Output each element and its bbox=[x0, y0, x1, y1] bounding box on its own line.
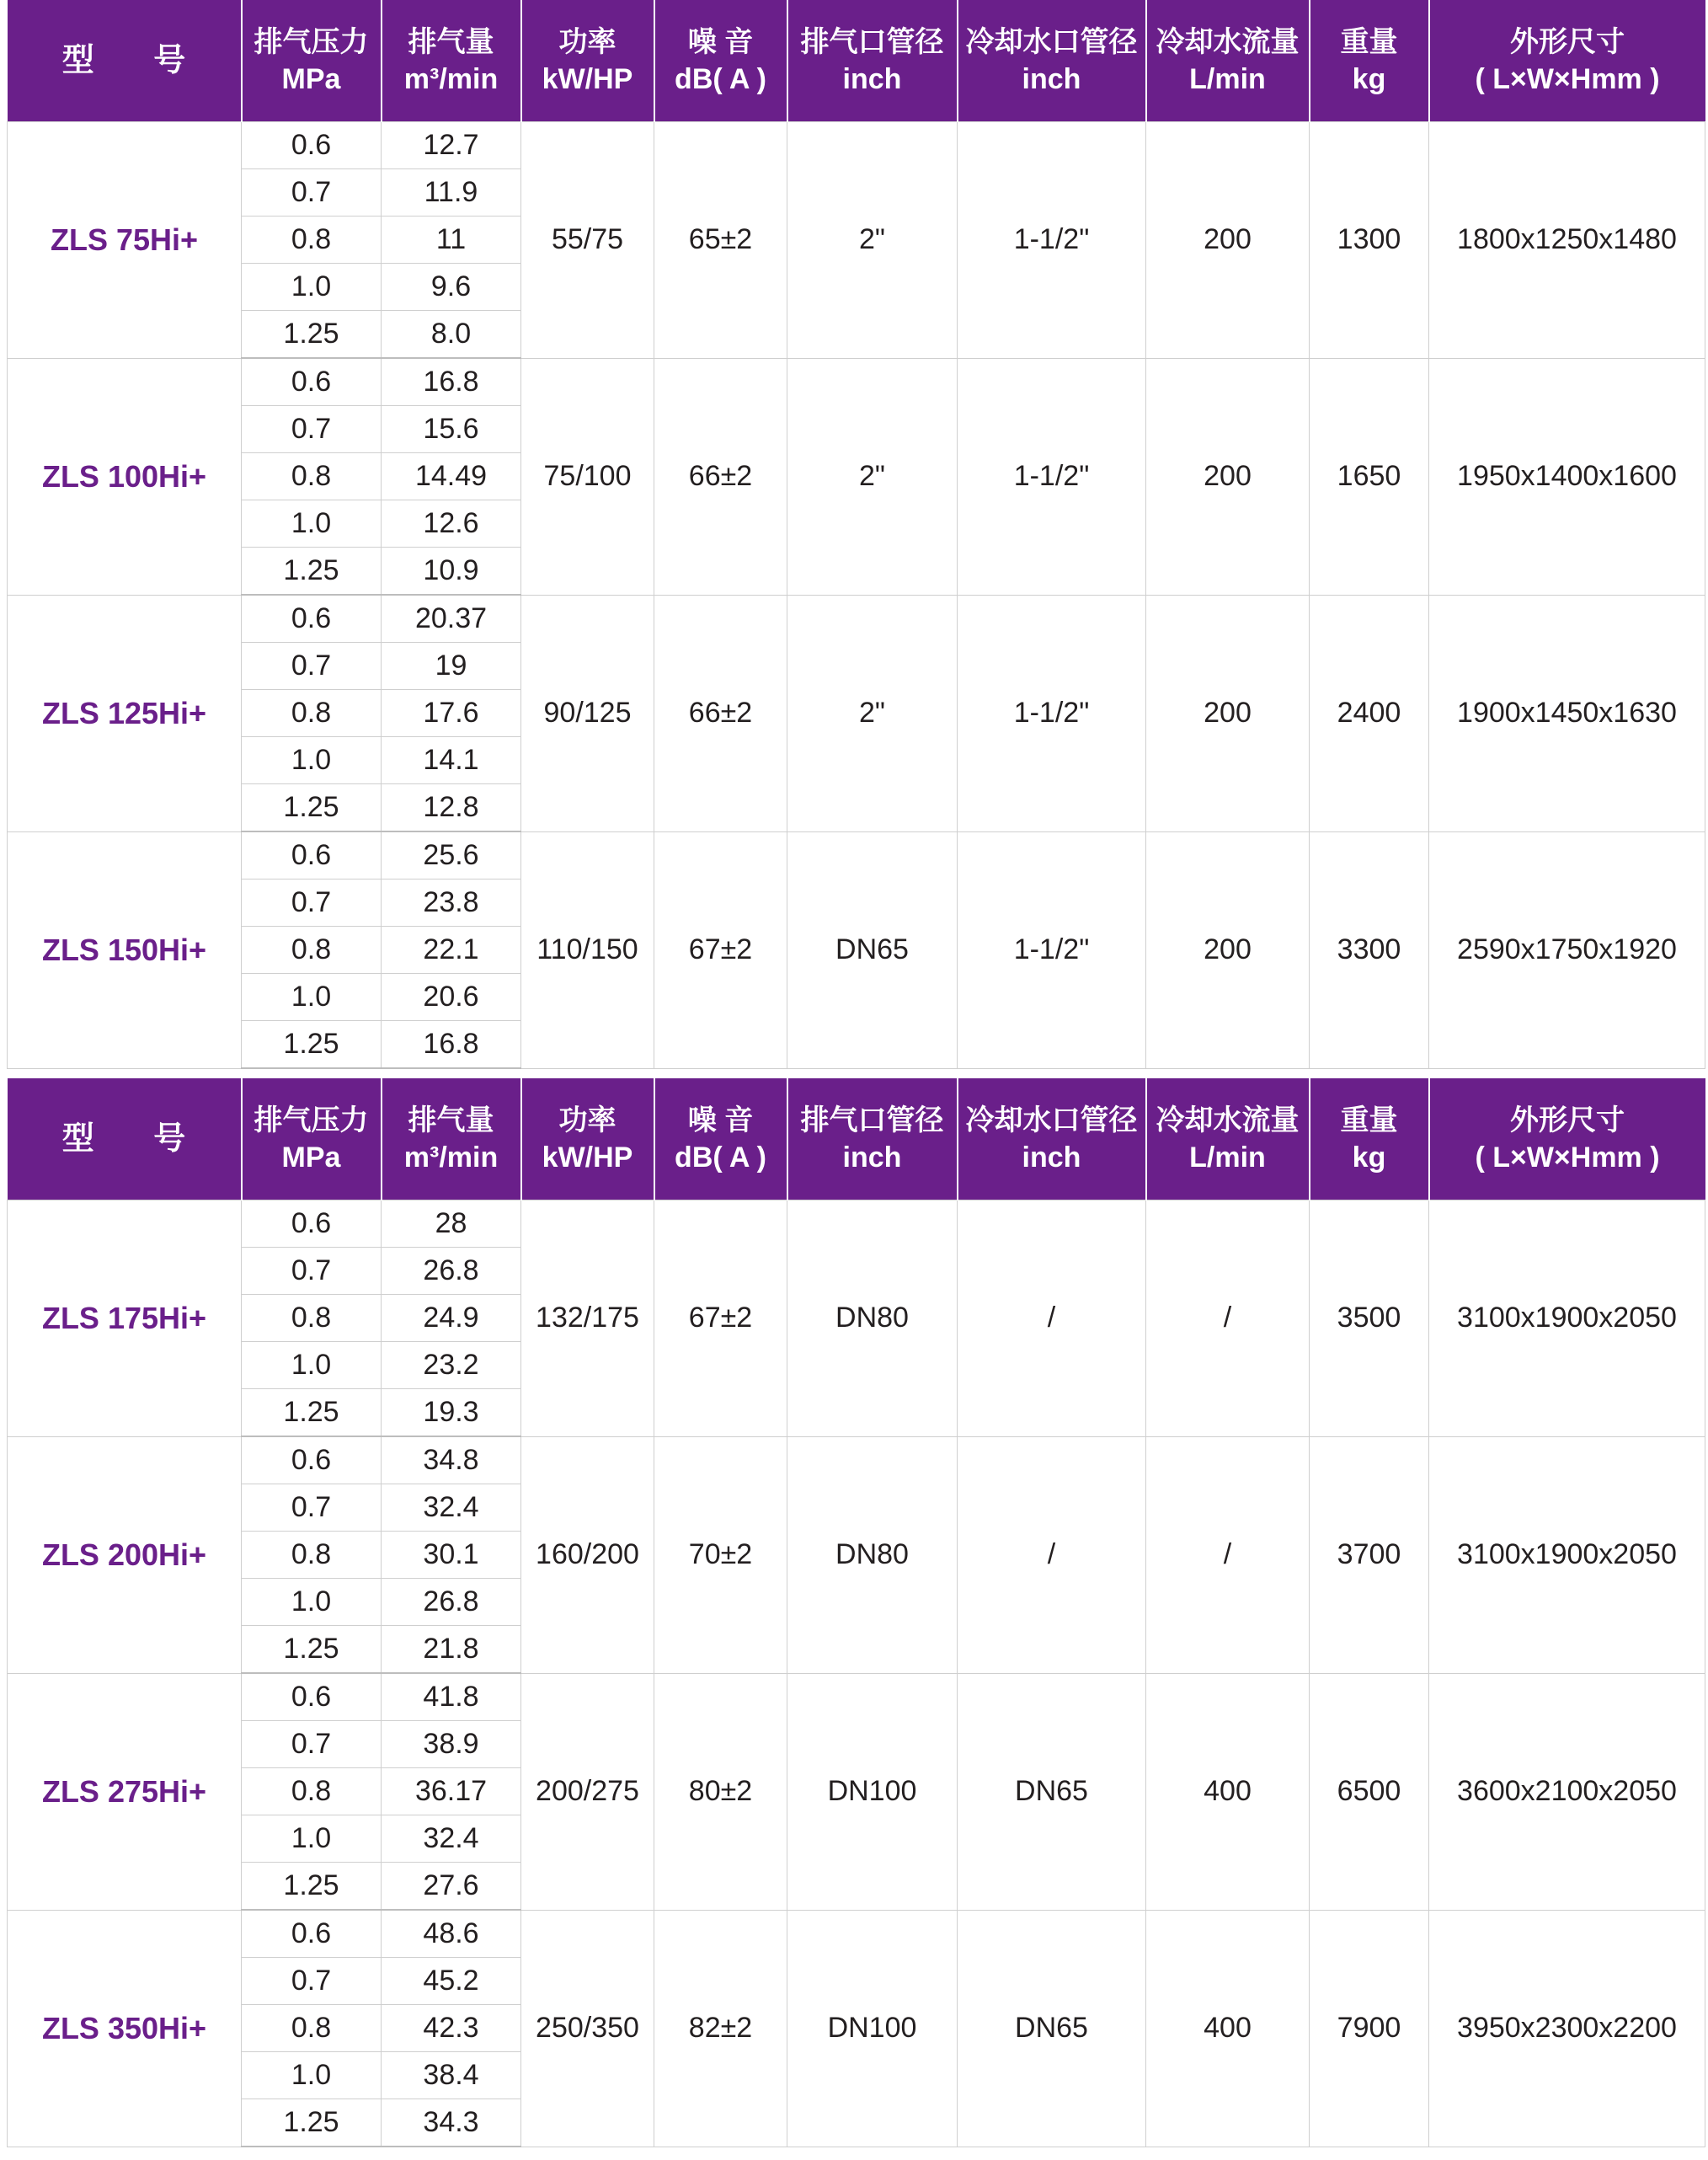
header-water-pipe-unit: inch bbox=[1022, 63, 1081, 95]
header-water-flow-unit: L/min bbox=[1189, 63, 1266, 95]
flow-cell: 38.4 bbox=[382, 2052, 521, 2099]
header-water-flow-unit: L/min bbox=[1189, 1141, 1266, 1174]
flow-cell: 19 bbox=[382, 643, 521, 690]
pressure-cell: 0.6 bbox=[242, 831, 382, 880]
pressure-cell: 1.25 bbox=[242, 1626, 382, 1674]
table-row bbox=[8, 358, 1705, 406]
model-cell: ZLS 125Hi+ bbox=[8, 595, 242, 831]
water-pipe-size-cell: 1-1/2" bbox=[958, 358, 1146, 595]
model-cell: ZLS 100Hi+ bbox=[8, 358, 242, 595]
weight-cell: 2400 bbox=[1310, 595, 1429, 831]
header-noise-unit: dB( A ) bbox=[675, 1141, 766, 1174]
pressure-cell: 1.25 bbox=[242, 784, 382, 832]
flow-cell: 12.8 bbox=[382, 784, 521, 832]
power-cell: 75/100 bbox=[521, 358, 654, 595]
dimensions-cell: 1950x1400x1600 bbox=[1429, 358, 1705, 595]
power-cell: 200/275 bbox=[521, 1673, 654, 1910]
pressure-cell: 0.6 bbox=[242, 1436, 382, 1484]
dimensions-cell: 2590x1750x1920 bbox=[1429, 831, 1705, 1068]
outlet-size-cell: DN100 bbox=[787, 1673, 958, 1910]
power-cell: 55/75 bbox=[521, 122, 654, 359]
header-pressure bbox=[242, 0, 382, 122]
pressure-cell: 0.7 bbox=[242, 1958, 382, 2005]
flow-cell: 45.2 bbox=[382, 1958, 521, 2005]
header-noise-unit: dB( A ) bbox=[675, 63, 766, 95]
flow-cell: 36.17 bbox=[382, 1768, 521, 1815]
dimensions-cell: 1900x1450x1630 bbox=[1429, 595, 1705, 831]
header-noise-label: 噪 音 bbox=[687, 1104, 754, 1136]
pressure-cell: 0.8 bbox=[242, 217, 382, 264]
pressure-cell: 0.8 bbox=[242, 927, 382, 974]
pressure-cell: 0.8 bbox=[242, 2005, 382, 2052]
spec-table-top bbox=[7, 0, 1705, 1069]
flow-cell: 27.6 bbox=[382, 1863, 521, 1911]
noise-cell: 66±2 bbox=[654, 595, 787, 831]
flow-cell: 23.8 bbox=[382, 880, 521, 927]
header-outlet-label: 排气口管径 bbox=[800, 26, 944, 58]
model-cell: ZLS 150Hi+ bbox=[8, 831, 242, 1068]
pressure-cell: 1.25 bbox=[242, 311, 382, 359]
noise-cell: 67±2 bbox=[654, 1200, 787, 1437]
header-flow-label: 排气量 bbox=[408, 1104, 494, 1136]
water-pipe-size-cell: DN65 bbox=[958, 1673, 1146, 1910]
pressure-cell: 0.7 bbox=[242, 1721, 382, 1768]
header-power-unit: kW/HP bbox=[542, 63, 633, 95]
pressure-cell: 0.8 bbox=[242, 453, 382, 500]
flow-cell: 26.8 bbox=[382, 1579, 521, 1626]
outlet-size-cell: 2" bbox=[787, 122, 958, 359]
pressure-cell: 1.25 bbox=[242, 548, 382, 596]
weight-cell: 1300 bbox=[1310, 122, 1429, 359]
header-water-flow-label: 冷却水流量 bbox=[1156, 1104, 1300, 1136]
header-model: 型 号 bbox=[8, 0, 242, 122]
water-flow-cell: 200 bbox=[1146, 595, 1310, 831]
dimensions-cell: 1800x1250x1480 bbox=[1429, 122, 1705, 359]
table-row bbox=[8, 1436, 1705, 1484]
pressure-cell: 1.25 bbox=[242, 2099, 382, 2147]
pressure-cell: 1.25 bbox=[242, 1021, 382, 1069]
pressure-cell: 0.6 bbox=[242, 1673, 382, 1721]
pressure-cell: 0.8 bbox=[242, 1768, 382, 1815]
flow-cell: 8.0 bbox=[382, 311, 521, 359]
flow-cell: 17.6 bbox=[382, 690, 521, 737]
pressure-cell: 1.0 bbox=[242, 2052, 382, 2099]
flow-cell: 11 bbox=[382, 217, 521, 264]
flow-cell: 16.8 bbox=[382, 358, 521, 406]
outlet-size-cell: 2" bbox=[787, 358, 958, 595]
flow-cell: 32.4 bbox=[382, 1484, 521, 1532]
flow-cell: 12.6 bbox=[382, 500, 521, 548]
model-cell: ZLS 275Hi+ bbox=[8, 1673, 242, 1910]
header-flow-unit: m³/min bbox=[403, 1141, 499, 1174]
power-cell: 132/175 bbox=[521, 1200, 654, 1437]
pressure-cell: 0.6 bbox=[242, 1200, 382, 1248]
header-noise-label: 噪 音 bbox=[687, 26, 754, 58]
pressure-cell: 0.6 bbox=[242, 595, 382, 643]
water-flow-cell: 200 bbox=[1146, 358, 1310, 595]
pressure-cell: 0.6 bbox=[242, 1910, 382, 1958]
table-row bbox=[8, 831, 1705, 880]
pressure-cell: 1.0 bbox=[242, 1579, 382, 1626]
flow-cell: 30.1 bbox=[382, 1532, 521, 1579]
header-weight-unit: kg bbox=[1352, 63, 1386, 95]
flow-cell: 34.3 bbox=[382, 2099, 521, 2147]
weight-cell: 1650 bbox=[1310, 358, 1429, 595]
noise-cell: 66±2 bbox=[654, 358, 787, 595]
flow-cell: 12.7 bbox=[382, 122, 521, 169]
water-pipe-size-cell: / bbox=[958, 1436, 1146, 1673]
model-cell: ZLS 75Hi+ bbox=[8, 122, 242, 359]
dimensions-cell: 3100x1900x2050 bbox=[1429, 1200, 1705, 1437]
pressure-cell: 1.0 bbox=[242, 500, 382, 548]
dimensions-cell: 3600x2100x2050 bbox=[1429, 1673, 1705, 1910]
flow-cell: 19.3 bbox=[382, 1389, 521, 1437]
pressure-cell: 0.7 bbox=[242, 169, 382, 217]
header-water-pipe-label: 冷却水口管径 bbox=[965, 1104, 1138, 1136]
flow-cell: 28 bbox=[382, 1200, 521, 1248]
header-power-label: 功率 bbox=[558, 26, 616, 58]
header-water-pipe-label: 冷却水口管径 bbox=[965, 26, 1138, 58]
dimensions-cell: 3950x2300x2200 bbox=[1429, 1910, 1705, 2147]
flow-cell: 21.8 bbox=[382, 1626, 521, 1674]
flow-cell: 23.2 bbox=[382, 1342, 521, 1389]
header-weight-label: 重量 bbox=[1340, 1104, 1398, 1136]
header-outlet bbox=[787, 1078, 958, 1200]
header-outlet-unit: inch bbox=[842, 63, 902, 95]
power-cell: 250/350 bbox=[521, 1910, 654, 2147]
flow-cell: 38.9 bbox=[382, 1721, 521, 1768]
table-row bbox=[8, 1910, 1705, 1958]
water-pipe-size-cell: DN65 bbox=[958, 1910, 1146, 2147]
flow-cell: 24.9 bbox=[382, 1295, 521, 1342]
header-weight bbox=[1310, 0, 1429, 122]
header-outlet-label: 排气口管径 bbox=[800, 1104, 944, 1136]
flow-cell: 22.1 bbox=[382, 927, 521, 974]
header-flow-unit: m³/min bbox=[403, 63, 499, 95]
flow-cell: 42.3 bbox=[382, 2005, 521, 2052]
header-pressure-unit: MPa bbox=[281, 1141, 341, 1174]
flow-cell: 15.6 bbox=[382, 406, 521, 453]
pressure-cell: 0.7 bbox=[242, 880, 382, 927]
water-flow-cell: / bbox=[1146, 1200, 1310, 1437]
header-power bbox=[521, 1078, 654, 1200]
header-weight-label: 重量 bbox=[1340, 26, 1398, 58]
flow-cell: 48.6 bbox=[382, 1910, 521, 1958]
flow-cell: 14.49 bbox=[382, 453, 521, 500]
header-noise bbox=[654, 1078, 787, 1200]
outlet-size-cell: DN65 bbox=[787, 831, 958, 1068]
table-body bbox=[8, 122, 1705, 1069]
header-water-flow bbox=[1146, 1078, 1310, 1200]
table-body bbox=[8, 1200, 1705, 2147]
pressure-cell: 0.8 bbox=[242, 1295, 382, 1342]
header-power-label: 功率 bbox=[558, 1104, 616, 1136]
flow-cell: 41.8 bbox=[382, 1673, 521, 1721]
flow-cell: 14.1 bbox=[382, 737, 521, 784]
header-water-pipe-unit: inch bbox=[1022, 1141, 1081, 1174]
noise-cell: 67±2 bbox=[654, 831, 787, 1068]
header-water-pipe bbox=[958, 0, 1146, 122]
pressure-cell: 0.7 bbox=[242, 643, 382, 690]
header-water-pipe bbox=[958, 1078, 1146, 1200]
noise-cell: 70±2 bbox=[654, 1436, 787, 1673]
header-flow-label: 排气量 bbox=[408, 26, 494, 58]
flow-cell: 34.8 bbox=[382, 1436, 521, 1484]
header-water-flow-label: 冷却水流量 bbox=[1156, 26, 1300, 58]
noise-cell: 82±2 bbox=[654, 1910, 787, 2147]
water-flow-cell: / bbox=[1146, 1436, 1310, 1673]
header-power-unit: kW/HP bbox=[542, 1141, 633, 1174]
pressure-cell: 1.25 bbox=[242, 1389, 382, 1437]
pressure-cell: 0.7 bbox=[242, 406, 382, 453]
header-power bbox=[521, 0, 654, 122]
flow-cell: 10.9 bbox=[382, 548, 521, 596]
header-dims-label: 外形尺寸 bbox=[1510, 26, 1625, 58]
flow-cell: 20.6 bbox=[382, 974, 521, 1021]
header-dims bbox=[1429, 1078, 1705, 1200]
noise-cell: 65±2 bbox=[654, 122, 787, 359]
table-row bbox=[8, 122, 1705, 169]
model-cell: ZLS 200Hi+ bbox=[8, 1436, 242, 1673]
weight-cell: 3300 bbox=[1310, 831, 1429, 1068]
header-row bbox=[8, 1078, 1705, 1200]
flow-cell: 20.37 bbox=[382, 595, 521, 643]
weight-cell: 3700 bbox=[1310, 1436, 1429, 1673]
outlet-size-cell: DN80 bbox=[787, 1200, 958, 1437]
header-row bbox=[8, 0, 1705, 122]
header-model: 型 号 bbox=[8, 1078, 242, 1200]
header-dims-unit: ( L×W×Hmm ) bbox=[1475, 1141, 1660, 1174]
pressure-cell: 1.0 bbox=[242, 1815, 382, 1863]
header-outlet-unit: inch bbox=[842, 1141, 902, 1174]
header-flow bbox=[382, 1078, 521, 1200]
pressure-cell: 0.7 bbox=[242, 1248, 382, 1295]
flow-cell: 26.8 bbox=[382, 1248, 521, 1295]
table-row bbox=[8, 595, 1705, 643]
water-flow-cell: 200 bbox=[1146, 831, 1310, 1068]
pressure-cell: 0.6 bbox=[242, 122, 382, 169]
model-cell: ZLS 350Hi+ bbox=[8, 1910, 242, 2147]
pressure-cell: 0.8 bbox=[242, 690, 382, 737]
outlet-size-cell: 2" bbox=[787, 595, 958, 831]
outlet-size-cell: DN100 bbox=[787, 1910, 958, 2147]
pressure-cell: 0.7 bbox=[242, 1484, 382, 1532]
pressure-cell: 1.0 bbox=[242, 974, 382, 1021]
pressure-cell: 1.25 bbox=[242, 1863, 382, 1911]
header-weight-unit: kg bbox=[1352, 1141, 1386, 1174]
water-flow-cell: 400 bbox=[1146, 1673, 1310, 1910]
water-pipe-size-cell: 1-1/2" bbox=[958, 122, 1146, 359]
dimensions-cell: 3100x1900x2050 bbox=[1429, 1436, 1705, 1673]
power-cell: 110/150 bbox=[521, 831, 654, 1068]
flow-cell: 11.9 bbox=[382, 169, 521, 217]
header-pressure bbox=[242, 1078, 382, 1200]
power-cell: 160/200 bbox=[521, 1436, 654, 1673]
header-dims bbox=[1429, 0, 1705, 122]
header-flow bbox=[382, 0, 521, 122]
outlet-size-cell: DN80 bbox=[787, 1436, 958, 1673]
header-noise bbox=[654, 0, 787, 122]
model-cell: ZLS 175Hi+ bbox=[8, 1200, 242, 1437]
table-row bbox=[8, 1200, 1705, 1248]
weight-cell: 6500 bbox=[1310, 1673, 1429, 1910]
table-row bbox=[8, 1673, 1705, 1721]
pressure-cell: 0.8 bbox=[242, 1532, 382, 1579]
water-flow-cell: 200 bbox=[1146, 122, 1310, 359]
weight-cell: 3500 bbox=[1310, 1200, 1429, 1437]
flow-cell: 32.4 bbox=[382, 1815, 521, 1863]
header-pressure-label: 排气压力 bbox=[254, 1104, 369, 1136]
flow-cell: 16.8 bbox=[382, 1021, 521, 1069]
flow-cell: 25.6 bbox=[382, 831, 521, 880]
water-pipe-size-cell: 1-1/2" bbox=[958, 831, 1146, 1068]
header-pressure-unit: MPa bbox=[281, 63, 341, 95]
header-dims-label: 外形尺寸 bbox=[1510, 1104, 1625, 1136]
flow-cell: 9.6 bbox=[382, 264, 521, 311]
water-pipe-size-cell: 1-1/2" bbox=[958, 595, 1146, 831]
header-weight bbox=[1310, 1078, 1429, 1200]
header-outlet bbox=[787, 0, 958, 122]
water-pipe-size-cell: / bbox=[958, 1200, 1146, 1437]
water-flow-cell: 400 bbox=[1146, 1910, 1310, 2147]
pressure-cell: 1.0 bbox=[242, 737, 382, 784]
noise-cell: 80±2 bbox=[654, 1673, 787, 1910]
header-pressure-label: 排气压力 bbox=[254, 26, 369, 58]
spec-table-bottom bbox=[7, 1078, 1705, 2147]
pressure-cell: 1.0 bbox=[242, 1342, 382, 1389]
header-water-flow bbox=[1146, 0, 1310, 122]
header-dims-unit: ( L×W×Hmm ) bbox=[1475, 63, 1660, 95]
pressure-cell: 1.0 bbox=[242, 264, 382, 311]
power-cell: 90/125 bbox=[521, 595, 654, 831]
weight-cell: 7900 bbox=[1310, 1910, 1429, 2147]
pressure-cell: 0.6 bbox=[242, 358, 382, 406]
